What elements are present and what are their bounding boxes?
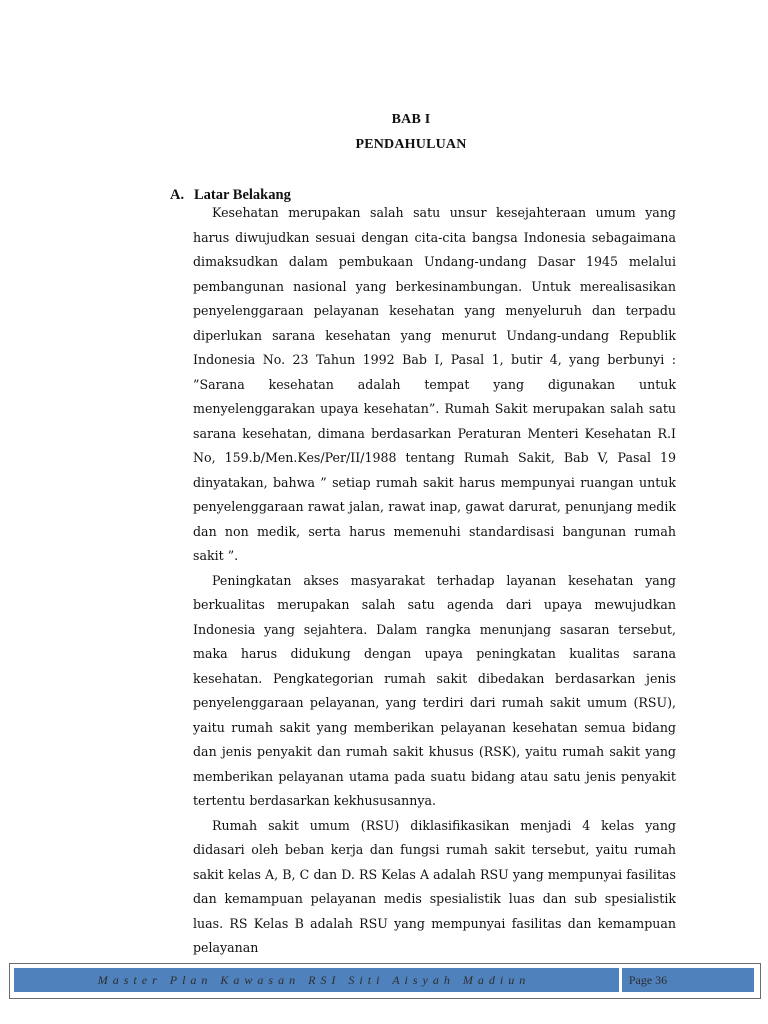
paragraph-2: Peningkatan akses masyarakat terhadap layanan kesehatan yang berkualitas merupakan salah satu agenda dari upaya mewujudkan Indonesia yang sejahtera. Dalam rangka menunjang sasaran tersebut, maka harus didukung dengan upaya peningkatan kualitas sarana kesehatan. Pengkategorian rumah sakit dibedakan berdasarkan jenis penyelenggaraan pelayanan, yang terdiri dari rumah sakit umum (RSU), yaitu rumah sakit yang memberikan pelayanan kesehatan semua bidang dan jenis penyakit dan rumah sakit khusus (RSK), yaitu rumah sakit yang memberikan pelayanan utama pada suatu bidang atau satu jenis penyakit tertentu berdasarkan kekhususannya. [193, 572, 676, 808]
paragraph-3: Rumah sakit umum (RSU) diklasifikasikan menjadi 4 kelas yang didasari oleh beban kerja dan fungsi rumah sakit tersebut, yaitu rumah sakit kelas A, B, C dan D. RS Kelas A adalah RSU yang mempunyai fasilitas dan kemampuan pelayanan medis spesialistik luas dan sub spesialistik luas. RS Kelas B adalah RSU yang mempunyai fasilitas dan kemampuan pelayanan [193, 817, 676, 955]
page-number: Page 36 [628, 972, 668, 987]
footer-title: Master Plan Kawasan RSI Siti Aisyah Madiun [97, 972, 531, 987]
paragraph-1: Kesehatan merupakan salah satu unsur kesejahteraan umum yang harus diwujudkan sesuai dengan cita-cita bangsa Indonesia sebagaimana dimaksudkan dalam pembukaan Undang-undang Dasar 1945 melalui pembangunan nasional yang berkesinambungan. Untuk merealisasikan penyelenggaraan pelayanan kesehatan yang menyeluruh dan terpadu diperlukan sarana kesehatan yang menurut Undang-undang Republik Indonesia No. 23 Tahun 1992 Bab I, Pasal 1, butir 4, yang berbunyi : ”Sarana kesehatan adalah tempat yang digunakan untuk menyelenggarakan upaya kesehatan”. Rumah Sakit merupakan salah satu sarana kesehatan, dimana berdasarkan Peraturan Menteri Kesehatan R.I No, 159.b/Men.Kes/Per/II/1988 tentang Rumah Sakit, Bab V, Pasal 19 dinyatakan, bahwa ” setiap rumah sakit harus mempunyai ruangan untuk penyelenggaraan rawat jalan, rawat inap, gawat darurat, penunjang medik dan non medik, serta harus memenuhi standardisasi bangunan rumah sakit ”. [193, 205, 676, 563]
chapter-title: PENDAHULUAN [355, 137, 467, 152]
section-letter: A. [170, 187, 185, 203]
chapter-number: BAB I [391, 112, 431, 127]
body-text [193, 201, 676, 961]
section-title: Latar Belakang [194, 187, 291, 203]
